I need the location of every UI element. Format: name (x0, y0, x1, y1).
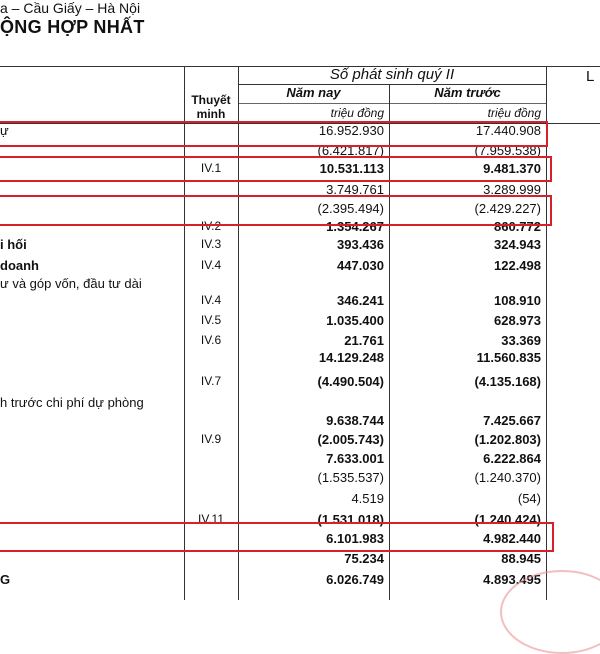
row-current-value: 21.761 (344, 333, 384, 348)
previous-year-header: Năm trước (434, 85, 501, 100)
row-previous-value: 17.440.908 (475, 123, 541, 138)
group-header: Số phát sinh quý II (329, 66, 455, 83)
row-previous-value: (1.240.370) (474, 470, 541, 485)
row-previous-value: 860.772 (494, 219, 541, 234)
current-unit: triệu đồng (330, 106, 384, 120)
row-current-value: 1.035.400 (326, 313, 384, 328)
row-current-value: 346.241 (337, 293, 384, 308)
row-note: IV.2 (200, 219, 222, 233)
row-note: IV.11 (197, 512, 225, 526)
row-label: i hối (0, 237, 27, 252)
row-label: h trước chi phí dự phòng (0, 395, 144, 410)
company-address: a – Cầu Giấy – Hà Nội (0, 0, 141, 16)
note-col-header-2: minh (196, 107, 226, 121)
row-current-value: (4.490.504) (317, 374, 384, 389)
row-previous-value: (1.202.803) (474, 432, 541, 447)
row-current-value: 7.633.001 (326, 451, 384, 466)
row-current-value: (2.395.494) (317, 201, 384, 216)
row-previous-value: 3.289.999 (483, 182, 541, 197)
row-current-value: (1.531.018) (317, 512, 384, 527)
highlight-box-service-expense (0, 195, 552, 226)
row-current-value: 447.030 (337, 258, 384, 273)
row-note: IV.1 (200, 161, 222, 175)
row-previous-value: (2.429.227) (474, 201, 541, 216)
row-label: ư và góp vốn, đầu tư dài (0, 276, 142, 291)
row-current-value: (1.535.537) (317, 470, 384, 485)
row-note: IV.5 (200, 313, 222, 327)
row-previous-value: (54) (517, 491, 541, 506)
row-label: doanh (0, 258, 39, 273)
current-year-header: Năm nay (286, 85, 341, 100)
row-previous-value: 4.893.495 (483, 572, 541, 587)
row-previous-value: 108.910 (494, 293, 541, 308)
row-current-value: 3.749.761 (326, 182, 384, 197)
previous-unit: triệu đồng (487, 106, 541, 120)
row-note: IV.7 (200, 374, 222, 388)
row-previous-value: 4.982.440 (483, 531, 541, 546)
row-label: ự (0, 123, 9, 138)
row-current-value: 9.638.744 (326, 413, 384, 428)
row-note: IV.9 (200, 432, 222, 446)
row-current-value: (2.005.743) (317, 432, 384, 447)
row-previous-value: 11.560.835 (476, 350, 541, 365)
row-previous-value: 33.369 (501, 333, 541, 348)
row-previous-value: 7.425.667 (483, 413, 541, 428)
row-previous-value: 9.481.370 (483, 161, 541, 176)
row-note: IV.3 (200, 237, 222, 251)
row-previous-value: 122.498 (494, 258, 541, 273)
row-previous-value: (1.240.424) (474, 512, 541, 527)
highlight-box-revenue (0, 121, 548, 147)
highlight-box-profit-after-tax (0, 522, 554, 552)
row-current-value: 16.952.930 (318, 123, 384, 138)
row-current-value: 10.531.113 (319, 161, 384, 176)
note-col-header-1: Thuyết (191, 93, 231, 107)
row-note: IV.4 (200, 258, 222, 272)
row-current-value: (6.421.817) (317, 143, 384, 158)
row-previous-value: (4.135.168) (474, 374, 541, 389)
row-current-value: 1.354.267 (326, 219, 384, 234)
row-current-value: 6.026.749 (326, 572, 384, 587)
row-current-value: 4.519 (351, 491, 384, 506)
row-previous-value: (7.959.538) (474, 143, 541, 158)
row-current-value: 6.101.983 (326, 531, 384, 546)
row-note: IV.4 (200, 293, 222, 307)
highlight-box-net-interest (0, 156, 552, 182)
row-previous-value: 628.973 (494, 313, 541, 328)
row-previous-value: 6.222.864 (483, 451, 541, 466)
subheader-divider (238, 103, 546, 104)
row-previous-value: 88.945 (501, 551, 541, 566)
row-current-value: 75.234 (344, 551, 384, 566)
row-label: G (0, 572, 11, 587)
right-header-fragment: L (586, 68, 595, 85)
row-current-value: 14.129.248 (318, 350, 384, 365)
row-previous-value: 324.943 (494, 237, 541, 252)
row-note: IV.6 (200, 333, 222, 347)
row-current-value: 393.436 (337, 237, 384, 252)
report-title: ỘNG HỢP NHẤT (0, 17, 145, 37)
